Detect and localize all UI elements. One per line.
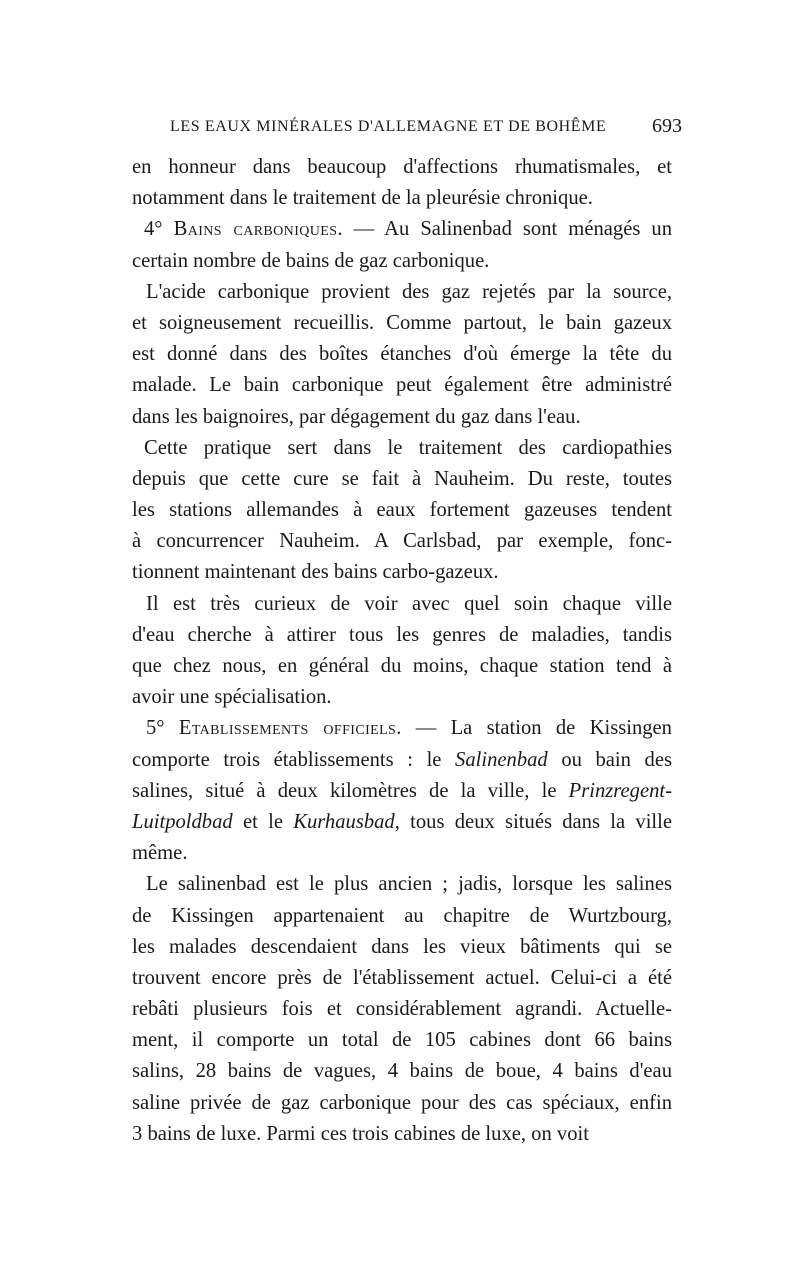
text-line: [132, 620, 672, 651]
text-segment: Cette pratique sert dans le traitement des cardiopathies: [144, 436, 672, 459]
text-segment: . — La station de Kissingen: [396, 717, 672, 740]
text-line: [132, 370, 672, 401]
text-segment: tionnent maintenant des bains carbo-gazeux.: [132, 561, 499, 584]
text-segment: Il est très curieux de voir avec quel soin chaque ville: [146, 592, 672, 615]
text-line: [132, 682, 672, 713]
text-line: [132, 1025, 672, 1056]
text-line: [132, 1119, 672, 1150]
text-line: [132, 651, 672, 682]
text-line: [132, 277, 672, 308]
text-segment: ou bain des: [547, 748, 673, 771]
text-segment: notamment dans le traitement de la pleurésie chronique.: [132, 187, 593, 210]
text-line: [132, 994, 672, 1025]
text-segment: et le: [232, 810, 294, 833]
italic-text: Prinzregent-: [568, 779, 672, 802]
text-segment: certain nombre de bains de gaz carbonique.: [132, 249, 490, 272]
text-line: [132, 932, 672, 963]
text-segment: salines, situé à deux kilomètres de la ville, le: [132, 779, 569, 802]
text-segment: malade. Le bain carbonique peut également être administré: [132, 374, 672, 397]
text-segment: d'eau cherche à attirer tous les genres de maladies, tandis: [132, 623, 672, 646]
running-title: LES EAUX MINÉRALES D'ALLEMAGNE ET DE BOHÊME: [170, 118, 607, 135]
body-text: [132, 152, 672, 1150]
text-segment: et soigneusement recueillis. Comme partout, le bain gazeux: [132, 311, 672, 334]
text-segment: en honneur dans beaucoup d'affections rhumatismales, et: [132, 156, 672, 178]
text-line: [132, 433, 672, 464]
text-segment: salins, 28 bains de vagues, 4 bains de boue, 4 bains d'eau: [132, 1060, 672, 1083]
text-segment: depuis que cette cure se fait à Nauheim. Du reste, toutes: [132, 467, 672, 490]
text-line: [132, 402, 672, 433]
text-segment: 4°: [144, 218, 174, 241]
text-segment: 3 bains de luxe. Parmi ces trois cabines de luxe, on voit: [132, 1122, 589, 1145]
text-segment: Le salinenbad est le plus ancien ; jadis, lorsque les salines: [146, 873, 672, 896]
running-header: [170, 115, 682, 142]
text-segment: saline privée de gaz carbonique pour des cas spéciaux, enfin: [132, 1091, 672, 1114]
text-segment: rebâti plusieurs fois et considérablement agrandi. Actuelle-: [132, 998, 672, 1021]
text-line: [132, 869, 672, 900]
text-segment: 5°: [146, 717, 179, 740]
text-segment: dans les baignoires, par dégagement du gaz dans l'eau.: [132, 405, 581, 428]
text-segment: ment, il comporte un total de 105 cabines dont 66 bains: [132, 1029, 672, 1052]
text-segment: les stations allemandes à eaux fortement gazeuses tendent: [132, 499, 672, 522]
text-segment: avoir une spécialisation.: [132, 686, 332, 709]
italic-text: Luitpoldbad: [132, 810, 233, 833]
text-line: [132, 152, 672, 183]
text-line: [132, 339, 672, 370]
text-line: [132, 807, 672, 838]
text-line: [132, 776, 672, 807]
section-heading: Etablissements officiels: [178, 717, 397, 740]
text-line: [132, 713, 672, 744]
text-line: [132, 214, 672, 245]
text-line: [132, 901, 672, 932]
text-line: [132, 963, 672, 994]
text-segment: de Kissingen appartenaient au chapitre de Wurtzbourg,: [132, 904, 672, 927]
text-line: [132, 495, 672, 526]
text-line: [132, 557, 672, 588]
text-line: [132, 183, 672, 214]
text-segment: comporte trois établissements : le: [132, 748, 456, 771]
text-segment: . — Au Salinenbad sont ménagés un: [337, 218, 672, 241]
italic-text: Kurhausbad: [293, 810, 395, 833]
text-line: [132, 464, 672, 495]
text-segment: est donné dans des boîtes étanches d'où émerge la tête du: [132, 343, 672, 366]
text-segment: les malades descendaient dans les vieux bâtiments qui se: [132, 935, 672, 958]
section-heading: Bains carboniques: [173, 218, 338, 241]
text-line: [132, 589, 672, 620]
page-number: 693: [652, 115, 682, 137]
text-segment: trouvent encore près de l'établissement actuel. Celui-ci a été: [132, 966, 672, 989]
text-segment: à concurrencer Nauheim. A Carlsbad, par exemple, fonc-: [132, 530, 672, 553]
text-line: [132, 1088, 672, 1119]
text-line: [132, 308, 672, 339]
text-line: [132, 526, 672, 557]
text-segment: que chez nous, en général du moins, chaque station tend à: [132, 655, 672, 677]
text-line: [132, 838, 672, 869]
text-line: [132, 246, 672, 277]
text-segment: L'acide carbonique provient des gaz rejetés par la source,: [146, 280, 672, 303]
text-segment: , tous deux situés dans la ville: [394, 810, 672, 833]
text-line: [132, 1056, 672, 1087]
italic-text: Salinenbad: [455, 748, 548, 771]
text-line: [132, 745, 672, 776]
text-segment: même.: [132, 842, 188, 865]
